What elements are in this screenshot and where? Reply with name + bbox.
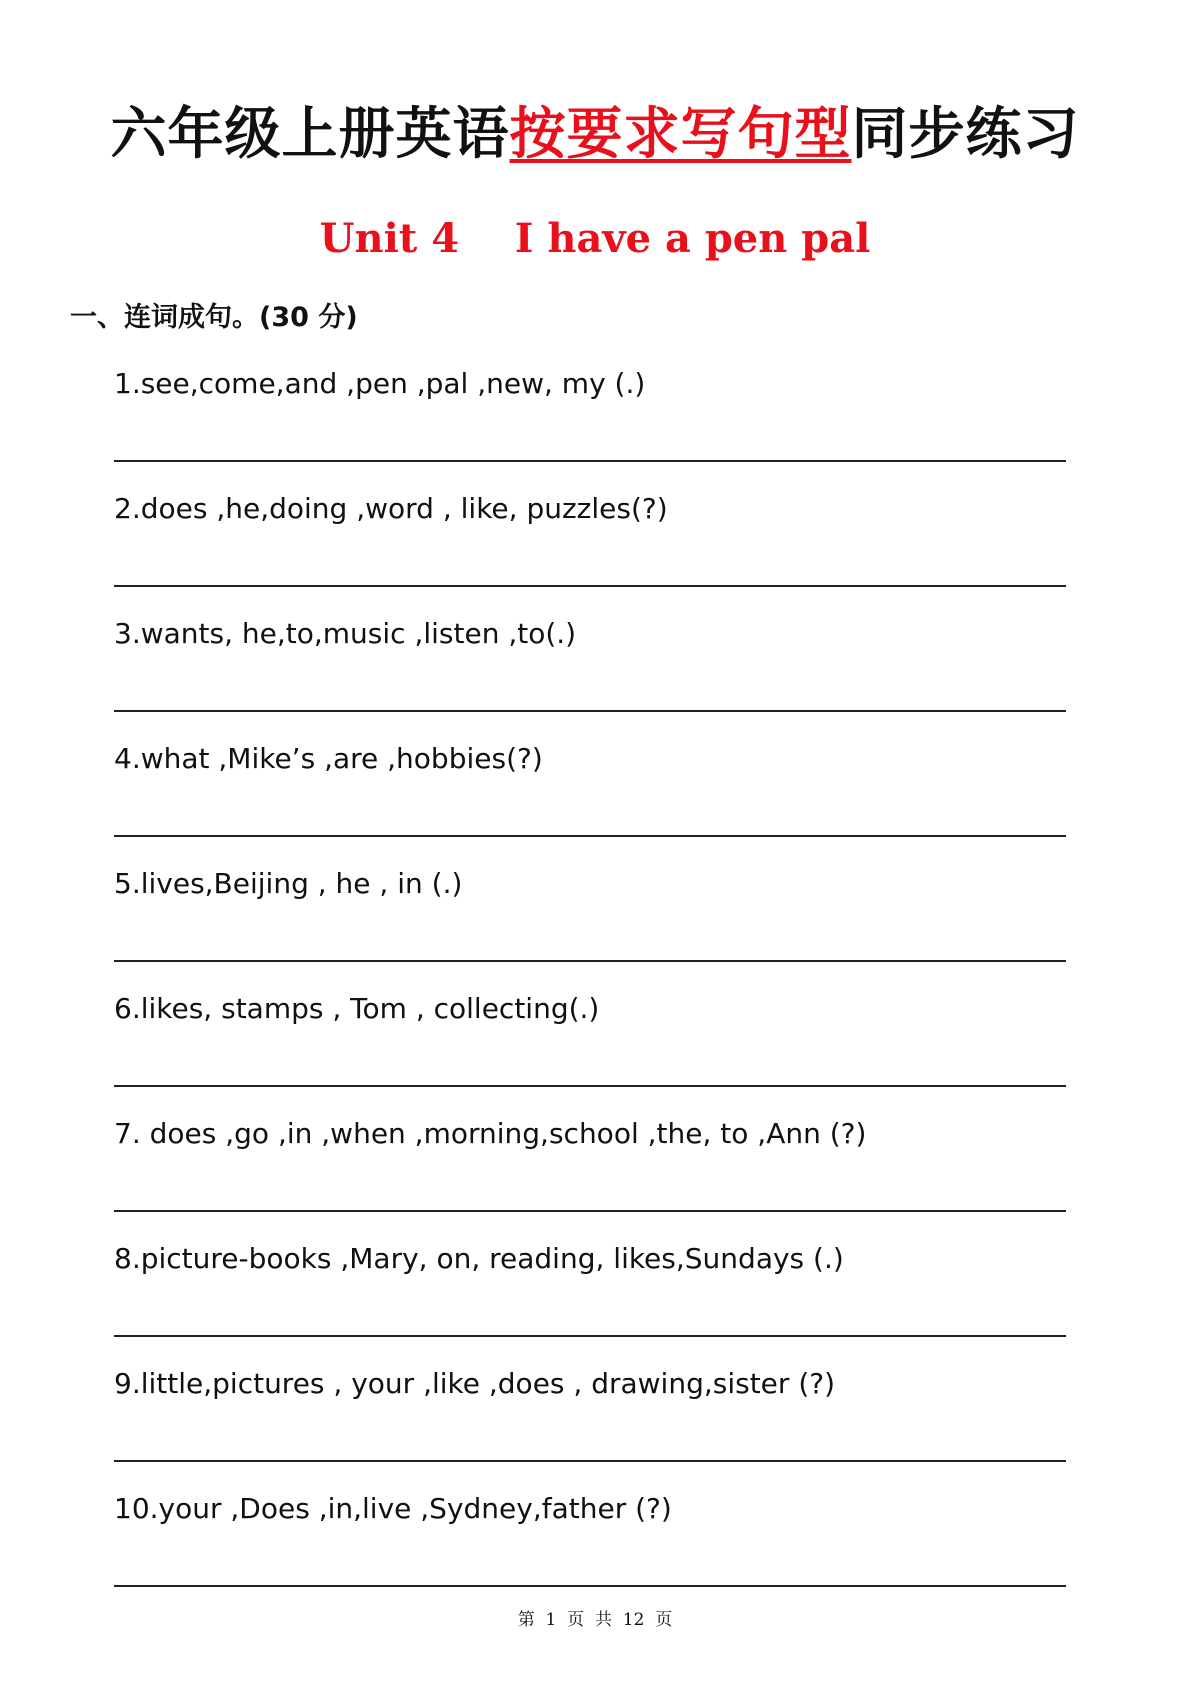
answer-line[interactable]: [114, 1085, 1066, 1087]
question-item: [114, 614, 1068, 739]
question-item: [114, 1489, 1068, 1614]
question-text: 10.your ,Does ,in,live ,Sydney,father (?): [114, 1492, 672, 1525]
answer-line[interactable]: [114, 585, 1066, 587]
question-text: 6.likes, stamps , Tom , collecting(.): [114, 992, 600, 1025]
question-text: 4.what ,Mike’s ,are ,hobbies(?): [114, 742, 543, 775]
question-item: [114, 364, 1068, 489]
answer-line[interactable]: [114, 460, 1066, 462]
question-item: [114, 739, 1068, 864]
question-item: [114, 1364, 1068, 1489]
answer-line[interactable]: [114, 1460, 1066, 1462]
question-item: [114, 489, 1068, 614]
question-text: 7. does ,go ,in ,when ,morning,school ,the, to ,Ann (?): [114, 1117, 867, 1150]
question-item: [114, 989, 1068, 1114]
question-text: 1.see,come,and ,pen ,pal ,new, my (.): [114, 367, 646, 400]
title-highlight: 按要求写句型: [509, 102, 852, 167]
question-text: 5.lives,Beijing , he , in (.): [114, 867, 463, 900]
question-item: [114, 864, 1068, 989]
question-item: [114, 1239, 1068, 1364]
answer-line[interactable]: [114, 1210, 1066, 1212]
page-footer: 第 1 页 共 12 页: [517, 1610, 673, 1630]
question-text: 3.wants, he,to,music ,listen ,to(.): [114, 617, 577, 650]
section-heading: 一、连词成句。(30 分): [70, 302, 358, 333]
answer-line[interactable]: [114, 1585, 1066, 1587]
question-item: [114, 1114, 1068, 1239]
title-part-2: 同步练习: [851, 102, 1080, 167]
worksheet-title: [0, 100, 1190, 170]
question-list: [114, 364, 1068, 1614]
question-text: 2.does ,he,doing ,word , like, puzzles(?): [114, 492, 668, 525]
answer-line[interactable]: [114, 710, 1066, 712]
title-part-1: 六年级上册英语: [110, 102, 510, 167]
question-text: 9.little,pictures , your ,like ,does , drawing,sister (?): [114, 1367, 836, 1400]
answer-line[interactable]: [114, 835, 1066, 837]
answer-line[interactable]: [114, 1335, 1066, 1337]
answer-line[interactable]: [114, 960, 1066, 962]
question-text: 8.picture-books ,Mary, on, reading, likes,Sundays (.): [114, 1242, 844, 1275]
unit-subtitle: Unit 4 I have a pen pal: [319, 215, 871, 262]
